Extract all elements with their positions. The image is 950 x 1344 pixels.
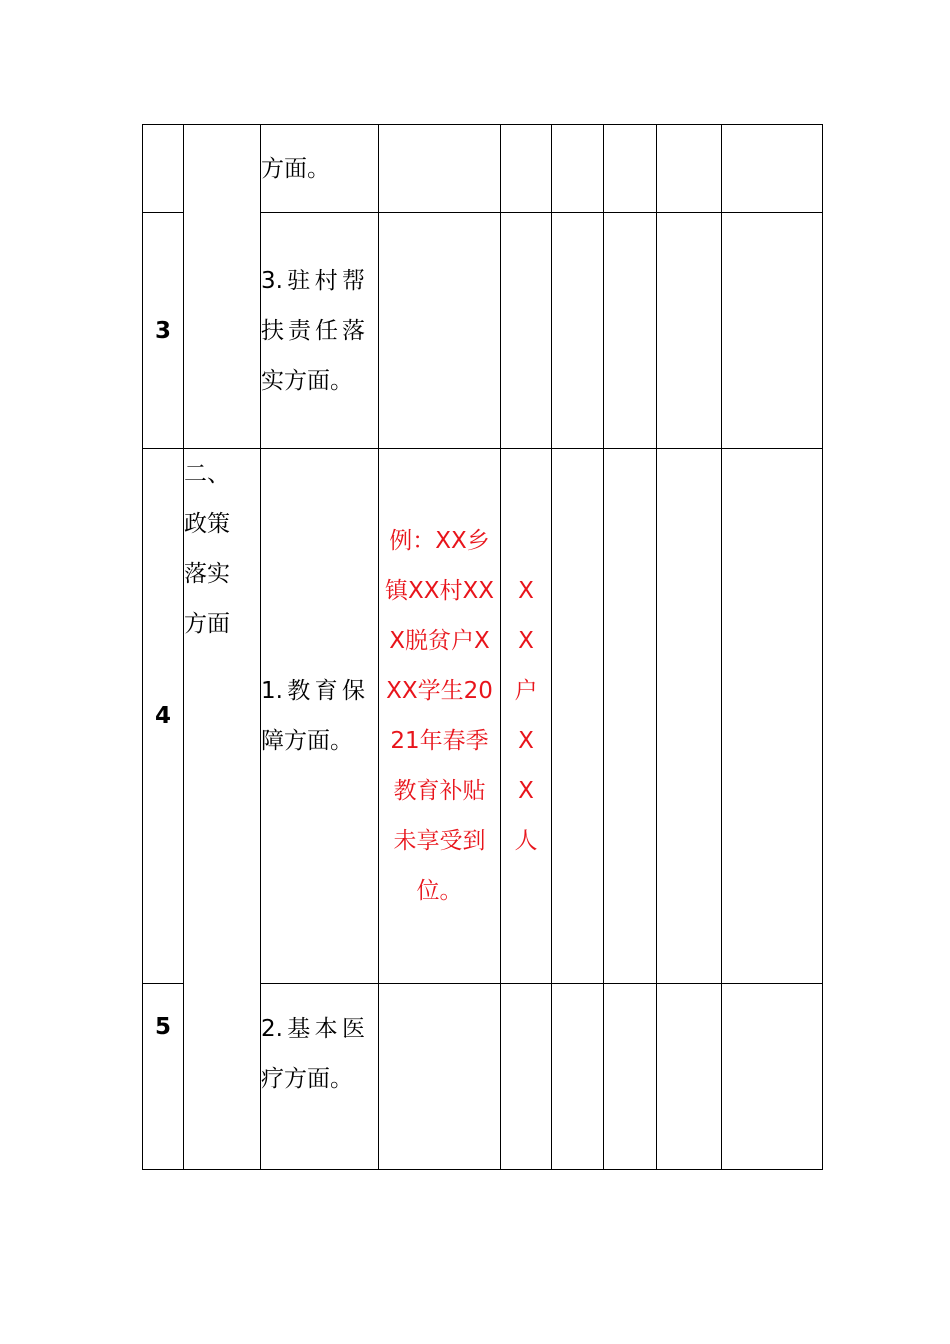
empty-cell bbox=[657, 125, 722, 213]
empty-cell bbox=[604, 449, 657, 984]
row-number-cell: 5 bbox=[143, 984, 184, 1170]
table-row bbox=[143, 125, 823, 213]
table-row bbox=[143, 449, 823, 984]
subcategory-cell bbox=[261, 125, 379, 213]
count-text: XX户XX人 bbox=[514, 578, 538, 854]
subcategory-cell bbox=[261, 984, 379, 1170]
example-cell bbox=[379, 449, 501, 984]
subcategory-text: 1.教育保障方面。 bbox=[261, 678, 365, 754]
row-number-cell bbox=[143, 125, 184, 213]
subcategory-text: 方面。 bbox=[261, 155, 330, 182]
example-text: 例：XX乡镇XX村XXX脱贫户XXX学生2021年春季教育补贴未享受到位。 bbox=[384, 528, 495, 904]
empty-cell bbox=[552, 449, 604, 984]
empty-cell bbox=[552, 213, 604, 449]
category-text: 二、政策落实方面 bbox=[184, 461, 230, 637]
empty-cell bbox=[379, 213, 501, 449]
subcategory-cell bbox=[261, 213, 379, 449]
row-number-cell: 3 bbox=[143, 213, 184, 449]
empty-cell bbox=[722, 213, 823, 449]
empty-cell bbox=[722, 125, 823, 213]
empty-cell bbox=[657, 449, 722, 984]
empty-cell bbox=[379, 125, 501, 213]
empty-cell bbox=[722, 984, 823, 1170]
subcategory-cell bbox=[261, 449, 379, 984]
empty-cell bbox=[552, 984, 604, 1170]
empty-cell bbox=[722, 449, 823, 984]
empty-cell bbox=[552, 125, 604, 213]
empty-cell bbox=[501, 125, 552, 213]
empty-cell bbox=[657, 213, 722, 449]
category-cell-empty bbox=[184, 125, 261, 449]
empty-cell bbox=[379, 984, 501, 1170]
empty-cell bbox=[501, 984, 552, 1170]
subcategory-text: 3.驻村帮扶责任落实方面。 bbox=[261, 267, 365, 394]
row-number-cell: 4 bbox=[143, 449, 184, 984]
supervision-table bbox=[142, 124, 823, 1170]
empty-cell bbox=[657, 984, 722, 1170]
empty-cell bbox=[604, 213, 657, 449]
subcategory-text: 2.基本医疗方面。 bbox=[261, 1016, 365, 1092]
empty-cell bbox=[604, 125, 657, 213]
empty-cell bbox=[604, 984, 657, 1170]
count-cell bbox=[501, 449, 552, 984]
category-cell bbox=[184, 449, 261, 1170]
empty-cell bbox=[501, 213, 552, 449]
